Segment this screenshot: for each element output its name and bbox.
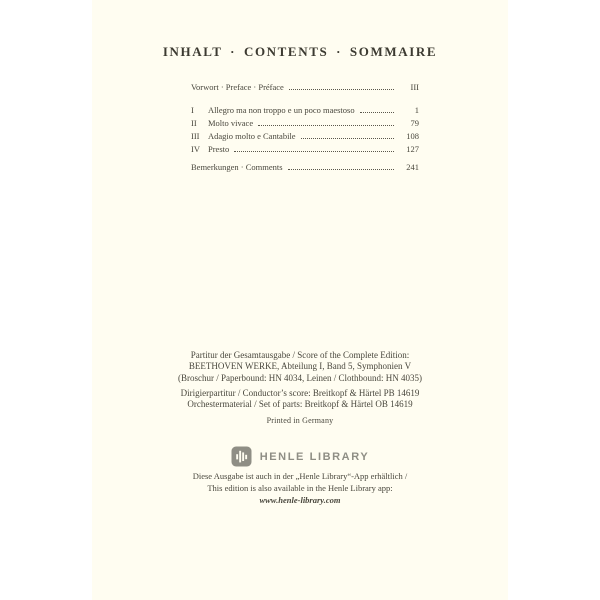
movement-numeral: II (191, 118, 197, 128)
page-title: INHALT · CONTENTS · SOMMAIRE (162, 44, 438, 59)
app-availability-note (92, 470, 508, 506)
imprint-line: BEETHOVEN WERKE, Abteilung I, Band 5, Symphonien V (188, 361, 412, 372)
dot-leader (360, 112, 394, 113)
logo-wordmark: HENLE LIBRARY (259, 450, 370, 463)
imprint-line: (Broschur / Paperbound: HN 4034, Leinen / Clothbound: HN 4035) (178, 372, 422, 383)
toc-row-preface (191, 79, 419, 92)
toc-row-movement-1 (191, 102, 419, 115)
toc-entry-label: Molto vivace (208, 118, 254, 128)
conductor-imprint (92, 388, 508, 411)
app-note-line: This edition is also available in the Henle Library app: (207, 483, 393, 493)
toc-entry-label: Allegro ma non troppo e un poco maestoso (208, 105, 355, 115)
app-note-line: Diese Ausgabe ist auch in der „Henle Library“-App erhältlich / (192, 471, 408, 481)
toc-page-number: 79 (410, 118, 419, 128)
dot-leader (258, 125, 394, 126)
movement-numeral: I (191, 105, 194, 115)
toc-page-number: 241 (406, 162, 419, 172)
toc-row-movement-2 (191, 115, 419, 128)
dot-leader (234, 151, 394, 152)
toc-page-number: 127 (406, 144, 419, 154)
table-of-contents (191, 79, 419, 172)
toc-page-number: 108 (406, 131, 419, 141)
toc-row-movement-3 (191, 128, 419, 141)
toc-entry-label: Vorwort · Preface · Préface (191, 82, 284, 92)
printed-in-germany: Printed in Germany (266, 416, 334, 425)
toc-page-number: 1 (414, 105, 419, 115)
imprint-line: Orchestermaterial / Set of parts: Breitkopf & Härtel OB 14619 (187, 399, 413, 410)
toc-row-movement-4 (191, 141, 419, 154)
dot-leader (301, 138, 394, 139)
toc-row-comments (191, 159, 419, 172)
movement-numeral: III (191, 131, 200, 141)
toc-entry-label: Bemerkungen · Comments (191, 162, 283, 172)
book-page (92, 0, 508, 600)
toc-entry-label: Adagio molto e Cantabile (208, 131, 296, 141)
movement-numeral: IV (191, 144, 200, 154)
imprint-line: Partitur der Gesamtausgabe / Score of the Complete Edition: (190, 350, 410, 360)
henle-library-logo (92, 446, 508, 467)
dot-leader (289, 89, 394, 90)
henle-library-url: www.henle-library.com (259, 495, 341, 505)
henle-library-bars-icon (231, 446, 252, 467)
dot-leader (288, 169, 394, 170)
imprint-line: Dirigierpartitur / Conductor’s score: Breitkopf & Härtel PB 14619 (180, 388, 420, 398)
edition-imprint (92, 350, 508, 384)
toc-entry-label: Presto (208, 144, 230, 154)
toc-page-number: III (410, 82, 419, 92)
